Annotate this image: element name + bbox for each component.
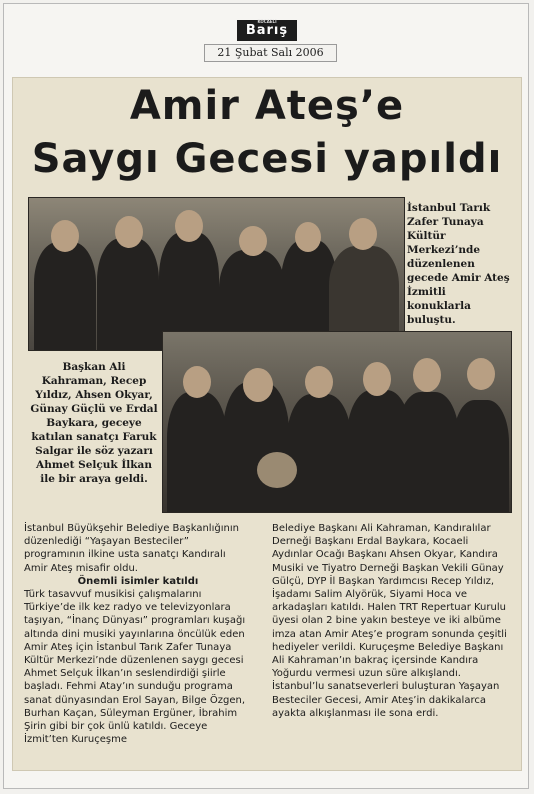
article-column-2 — [272, 522, 508, 720]
article-intro: İstanbul Büyükşehir Belediye Başkanlığının düzenlediği “Yaşayan Besteciler” programının ilkine usta sanatçı Kandıralı Amir Ateş misafir oldu. — [24, 523, 239, 574]
article-column-1 — [24, 522, 252, 746]
group-photo-top — [28, 197, 405, 351]
logo-subtitle: KOCAELİ — [257, 19, 277, 24]
headline-line-1: Amir Ateş’e — [129, 83, 405, 129]
headline-line-2: Saygı Gecesi yapıldı — [31, 136, 503, 182]
caption-bottom-photo: Başkan Ali Kahraman, Recep Yıldız, Ahsen Okyar, Günay Güçlü ve Erdal Baykara, geceye katılan sanatçı Faruk Salgar ile söz yazarı Ahmet Selçuk İlkan ile bir araya geldi. — [30, 361, 158, 485]
caption-top-photo: İstanbul Tarık Zafer Tunaya Kültür Merkezi’nde düzenlenen gecede Amir Ateş İzmitli konuklarla buluştu. — [407, 202, 510, 326]
article-subheading: Önemli isimler katıldı — [77, 575, 199, 587]
logo-name: Barış — [245, 23, 289, 38]
article-body-1: Türk tasavvuf musikisi çalışmalarını Türkiye’de ilk kez radyo ve televizyonlara taşıyan, “İnanç Dünyası” programları kuşağı altında dini musiki yayınlarına öncülük eden Amir Ateş için İstanbul Tarık Zafer Tunaya Kültür Merkezi’nde düzenlenen saygı gecesi Ahmet Selçuk İlkan’ın seslendirdiği şiirle başladı. Fehmi Atay’ın sunduğu programa sanat dünyasından Erol Sayan, Bilge Özgen, Burhan Kaçan, Süleyman Ergüner, İbrahim Şirin gibi bir çok ünlü katıldı. Geceye İzmit’ten Kuruçeşme — [24, 589, 246, 746]
date-label: 21 Şubat Salı 2006 — [204, 44, 337, 62]
article-body-2: Belediye Başkanı Ali Kahraman, Kandıralılar Derneği Başkanı Erdal Baykara, Kocaeli Aydınlar Ocağı Başkanı Ahsen Okyar, Kandıra Musiki ve Tiyatro Derneği Başkan Vekili Günay Gülçü, DYP İl Başkan Yardımcısı Recep Yıldız, İşadamı Salim Alyörük, Siyami Hoca ve arkadaşları katıldı. Halen TRT Repertuar Kurulu üyesi olan 2 bine yakın besteye ve iki albüme imza atan Amir Ateş’e program sonunda çeşitli hediyeler verildi. Kuruçeşme Belediye Başkanı Ali Kahraman’ın bakraç içersinde Kandıra Yoğurdu vermesi uzun süre alkışlandı. İstanbul’lu sanatseverleri buluşturan Yaşayan Besteciler Gecesi, Amir Ateş’in dakikalarca ayakta alkışlanması ile sona erdi. — [272, 523, 507, 719]
group-photo-bottom — [162, 331, 512, 513]
newspaper-logo — [237, 20, 297, 41]
